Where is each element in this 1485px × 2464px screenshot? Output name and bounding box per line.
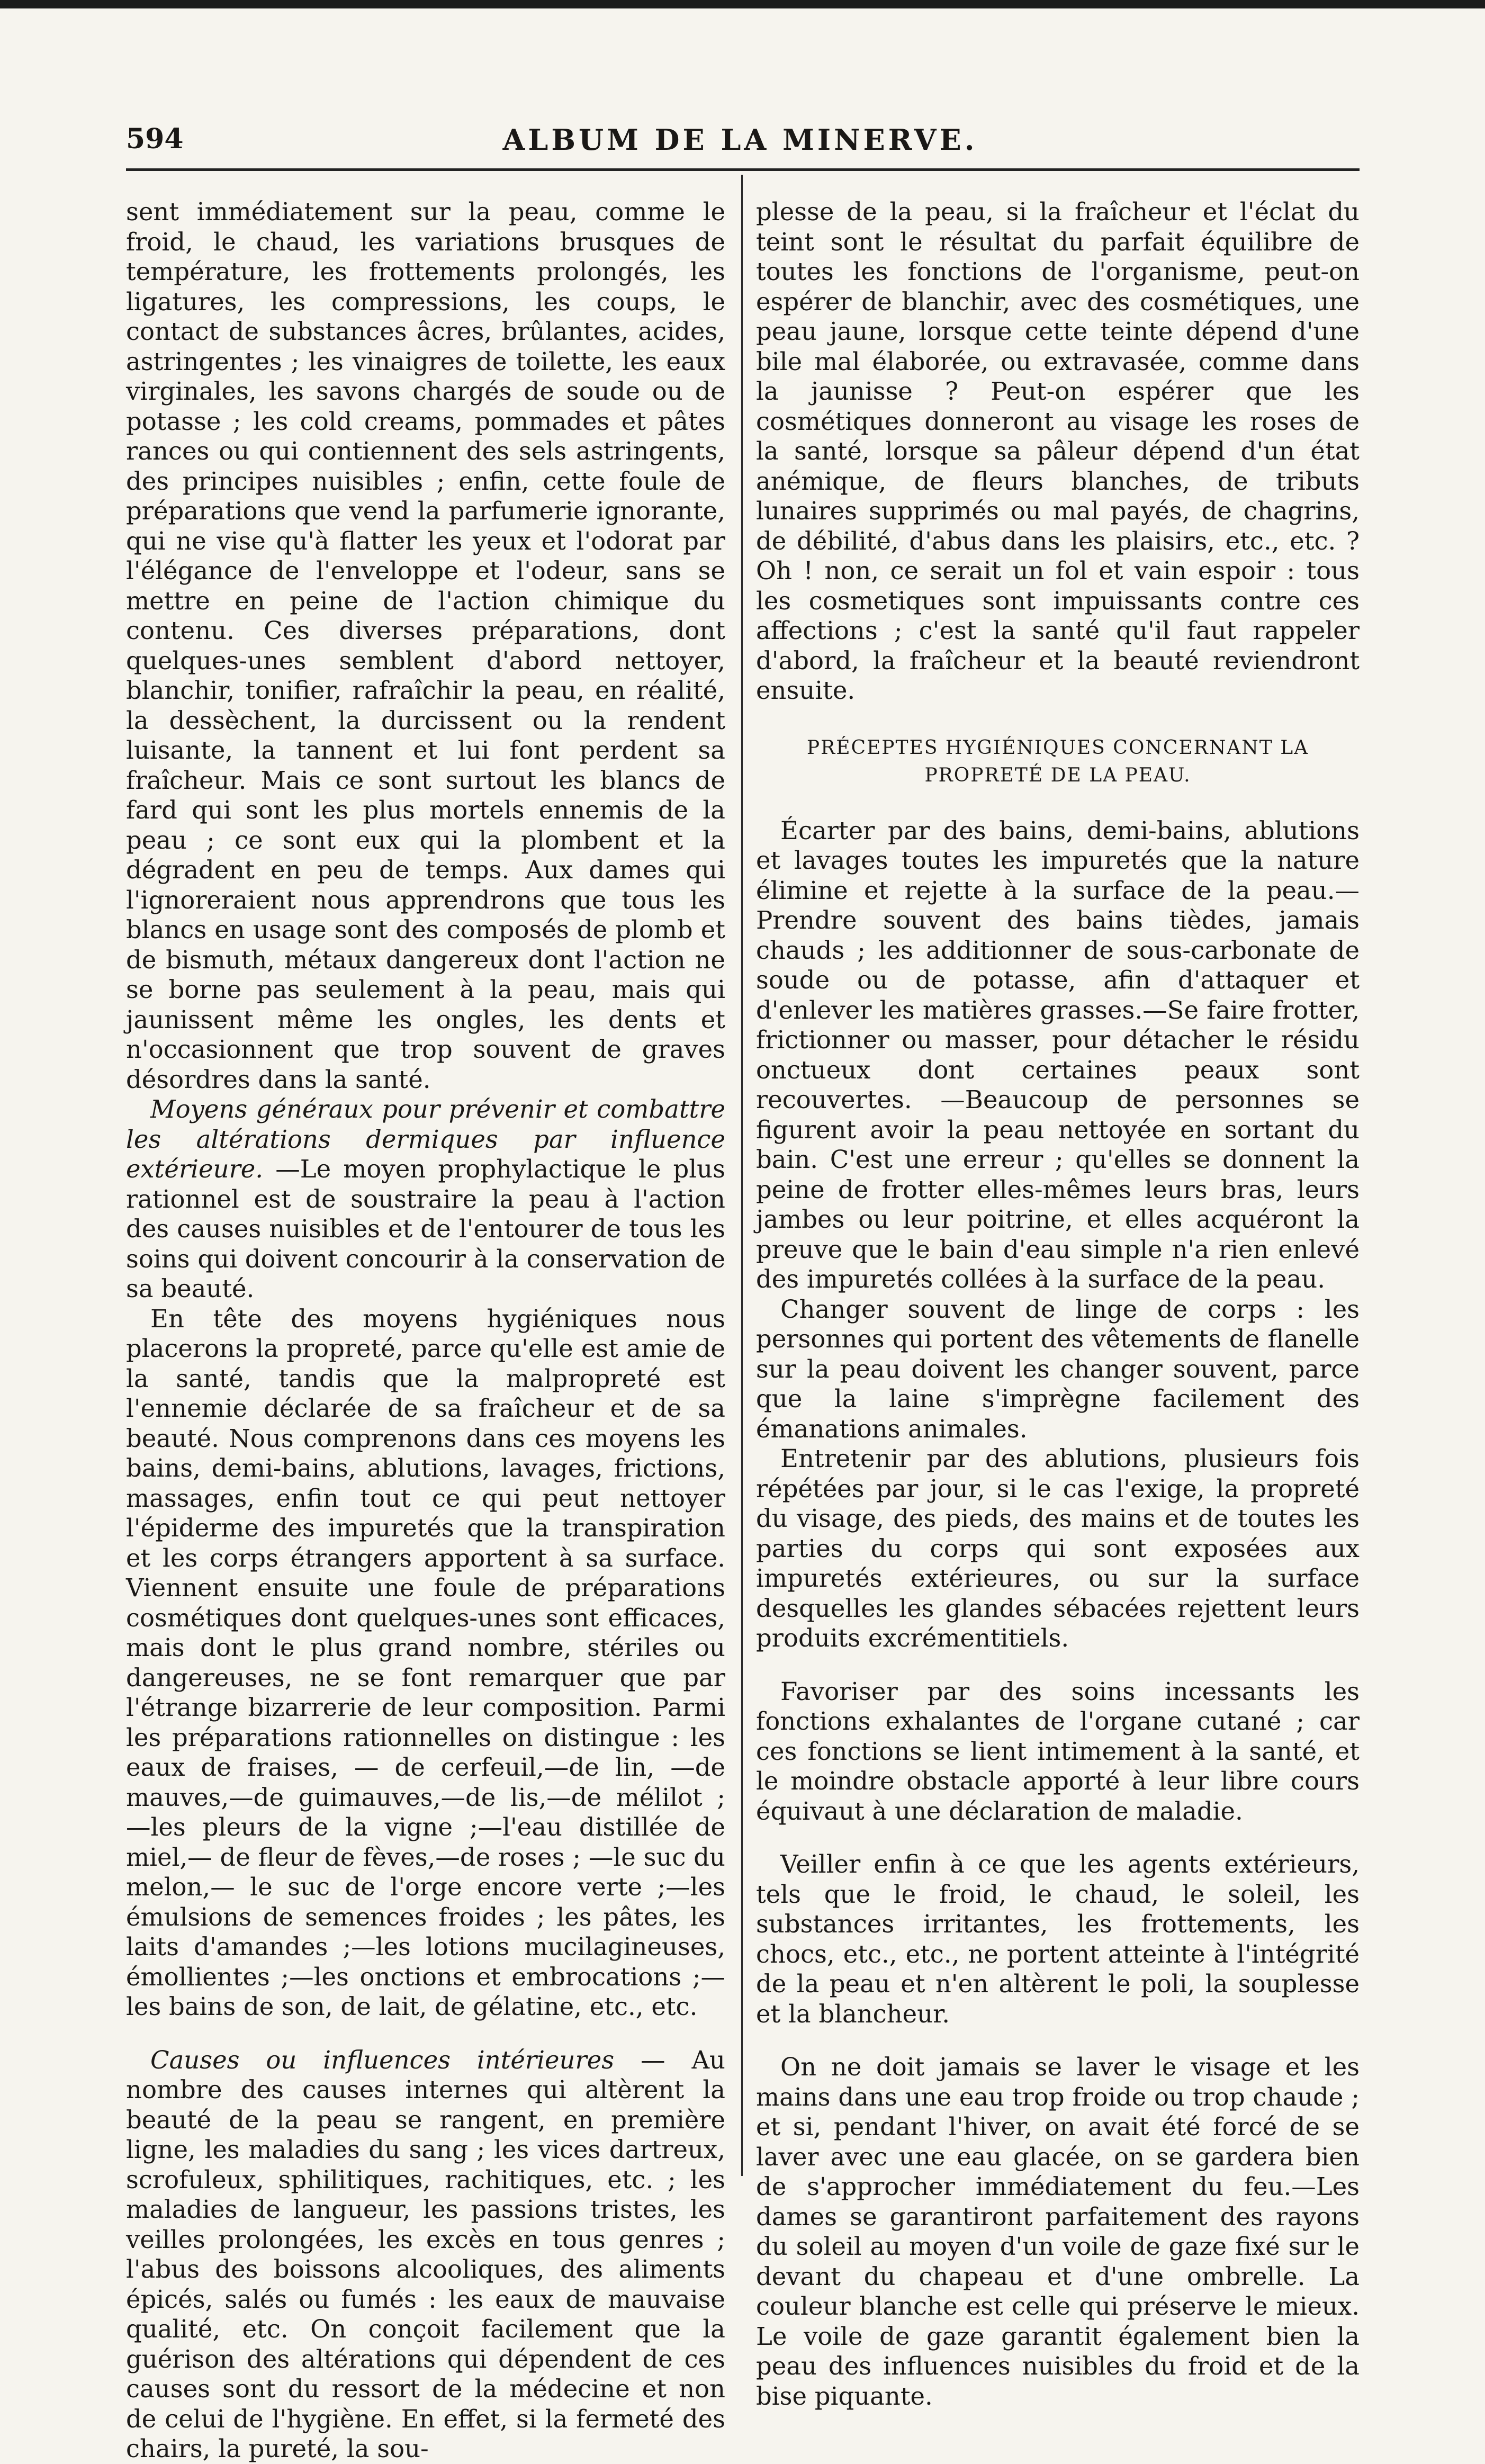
right-paragraph-4: Entretenir par des ablutions, plusieurs fois répétées par jour, si le cas l'exige, la propreté du visage, des pieds, des mains et de toutes les parties du corps qui sont exposées aux impuretés extérieures, ou sur la surface desquelles les glandes sébacées rejettent leurs produits excrémentitiels. bbox=[756, 1444, 1360, 1652]
paragraph-body: —Le moyen prophylactique le plus rationnel est de soustraire la peau à l'action des causes nuisibles et de l'entourer de tous les soins qui doivent concourir à la conservation de sa beauté. bbox=[126, 1155, 725, 1303]
right-paragraph-6: Veiller enfin à ce que les agents extérieurs, tels que le froid, le chaud, le soleil, les substances irritantes, les frottements, les chocs, etc., etc., ne portent atteinte à l'intégrité de la peau et n'en altèrent le poli, la souplesse et la blancheur. bbox=[756, 1850, 1360, 2028]
paragraph-lead: Causes ou influences intérieures bbox=[150, 2045, 615, 2074]
running-title: ALBUM DE LA MINERVE. bbox=[502, 123, 978, 157]
column-divider bbox=[741, 175, 743, 2176]
left-paragraph-3: En tête des moyens hygiéniques nous placerons la propreté, parce qu'elle est amie de la santé, tandis que la malpropreté est l'ennemie déclarée de sa fraîcheur et de sa beauté. Nous comprenons dans ces moyens les bains, demi-bains, ablutions, lavages, frictions, massages, enfin tout ce qui peut nettoyer l'épiderme des impuretés que la transpiration et les corps étrangers apportent à sa surface. Viennent ensuite une foule de préparations cosmétiques dont quelques-unes sont efficaces, mais dont le plus grand nombre, stériles ou dangereuses, ne se font remarquer que par l'étrange bizarrerie de leur composition. Parmi les préparations rationnelles on distingue : les eaux de fraises, — de cerfeuil,—de lin, —de mauves,—de guimauves,—de lis,—de mélilot ; —les pleurs de la vigne ;—l'eau distillée de miel,— de fleur de fèves,—de roses ; —le suc du melon,— le suc de l'orge encore verte ;—les émulsions de semences froides ; les pâtes, les laits d'amandes ;—les lotions mucilagineuses, émollientes ;—les onctions et embrocations ;—les bains de son, de lait, de gélatine, etc., etc. bbox=[126, 1304, 725, 2021]
header-rule bbox=[126, 168, 1360, 171]
right-paragraph-1: plesse de la peau, si la fraîcheur et l'éclat du teint sont le résultat du parfait équilibre de toutes les fonctions de l'organisme, peut-on espérer de blanchir, avec des cosmétiques, une peau jaune, lorsque cette teinte dépend d'une bile mal élaborée, ou extravasée, comme dans la jaunisse ? Peut-on espérer que les cosmétiques donneront au visage les roses de la santé, lorsque sa pâleur dépend d'un état anémique, de fleurs blanches, de tributs lunaires supprimés ou mal payés, de chagrins, de débilité, d'abus dans les plaisirs, etc., etc. ? Oh ! non, ce serait un fol et vain espoir : tous les cosmetiques sont impuissants contre ces affections ; c'est la santé qu'il faut rappeler d'abord, la fraîcheur et la beauté reviendront ensuite. bbox=[756, 197, 1360, 705]
left-paragraph-1: sent immédiatement sur la peau, comme le froid, le chaud, les variations brusques de température, les frottements prolongés, les ligatures, les compressions, les coups, le contact de substances âcres, brûlantes, acides, astringentes ; les vinaigres de toilette, les eaux virginales, les savons chargés de soude ou de potasse ; les cold creams, pommades et pâtes rances ou qui contiennent des sels astringents, des principes nuisibles ; enfin, cette foule de préparations que vend la parfumerie ignorante, qui ne vise qu'à flatter les yeux et l'odorat par l'élégance de l'enveloppe et l'odeur, sans se mettre en peine de l'action chimique du contenu. Ces diverses préparations, dont quelques-unes semblent d'abord nettoyer, blanchir, tonifier, rafraîchir la peau, en réalité, la dessèchent, la durcissent ou la rendent luisante, la tannent et lui font perdent sa fraîcheur. Mais ce sont surtout les blancs de fard qui sont les plus mortels ennemis de la peau ; ce sont eux qui la plombent et la dégradent en peu de temps. Aux dames qui l'ignoreraient nous apprendrons que tous les blancs en usage sont des composés de plomb et de bismuth, métaux dangereux dont l'action ne se borne pas seulement à la peau, mais qui jaunissent même les ongles, les dents et n'occasionnent que trop souvent de graves désordres dans la santé. bbox=[126, 197, 725, 1094]
section-heading: PRÉCEPTES HYGIÉNIQUES CONCERNANT LA PROPRETÉ DE LA PEAU. bbox=[806, 736, 1309, 786]
right-paragraph-5: Favoriser par des soins incessants les fonctions exhalantes de l'organe cutané ; car ces fonctions se lient intimement à la santé, et le moindre obstacle apporté à leur libre cours équivaut à une déclaration de maladie. bbox=[756, 1677, 1360, 1825]
left-column bbox=[126, 197, 725, 2464]
paragraph-lead: Moyens généraux pour prévenir et combattre les altérations dermiques par influence extérieure. bbox=[126, 1095, 725, 1183]
page-header bbox=[126, 123, 1354, 165]
right-column bbox=[756, 197, 1360, 2411]
left-paragraph-2 bbox=[126, 1094, 725, 1304]
right-paragraph-7: On ne doit jamais se laver le visage et les mains dans une eau trop froide ou trop chaude ; et si, pendant l'hiver, on avait été forcé de se laver avec une eau glacée, on se gardera bien de s'approcher immédiatement du feu.—Les dames se garantiront parfaitement des rayons du soleil au moyen d'un voile de gaze fixé sur le devant du chapeau et d'une ombrelle. La couleur blanche est celle qui préserve le mieux. Le voile de gaze garantit également bien la peau des influences nuisibles du froid et de la bise piquante. bbox=[756, 2053, 1360, 2411]
page-number: 594 bbox=[126, 123, 184, 155]
left-paragraph-4 bbox=[126, 2045, 725, 2464]
top-border bbox=[0, 0, 1485, 8]
paragraph-body: — Au nombre des causes internes qui altèrent la beauté de la peau se rangent, en première ligne, les maladies du sang ; les vices dartreux, scrofuleux, sphilitiques, rachitiques, etc. ; les maladies de langueur, les passions tristes, les veilles prolongées, les excès en tous genres ; l'abus des boissons alcooliques, des aliments épicés, salés ou fumés : les eaux de mauvaise qualité, etc. On conçoit facilement que la guérison des altérations qui dépendent de ces causes sont du ressort de la médecine et non de celui de l'hygiène. En effet, si la fermeté des chairs, la pureté, la sou- bbox=[126, 2045, 726, 2463]
right-paragraph-3: Changer souvent de linge de corps : les personnes qui portent des vêtements de flanelle sur la peau doivent les changer souvent, parce que la laine s'imprègne facilement des émanations animales. bbox=[756, 1294, 1360, 1443]
right-paragraph-2: Écarter par des bains, demi-bains, ablutions et lavages toutes les impuretés que la nature élimine et rejette à la surface de la peau.—Prendre souvent des bains tièdes, jamais chauds ; les additionner de sous-carbonate de soude ou de potasse, afin d'attaquer et d'enlever les matières grasses.—Se faire frotter, frictionner ou masser, pour détacher le résidu onctueux dont certaines peaux sont recouvertes. —Beaucoup de personnes se figurent avoir la peau nettoyée en sortant du bain. C'est une erreur ; qu'elles se donnent la peine de frotter elles-mêmes leurs bras, leurs jambes ou leur poitrine, et elles acquéront la preuve que le bain d'eau simple n'a rien enlevé des impuretés collées à la surface de la peau. bbox=[756, 816, 1360, 1293]
margin-bleed bbox=[1453, 0, 1485, 64]
